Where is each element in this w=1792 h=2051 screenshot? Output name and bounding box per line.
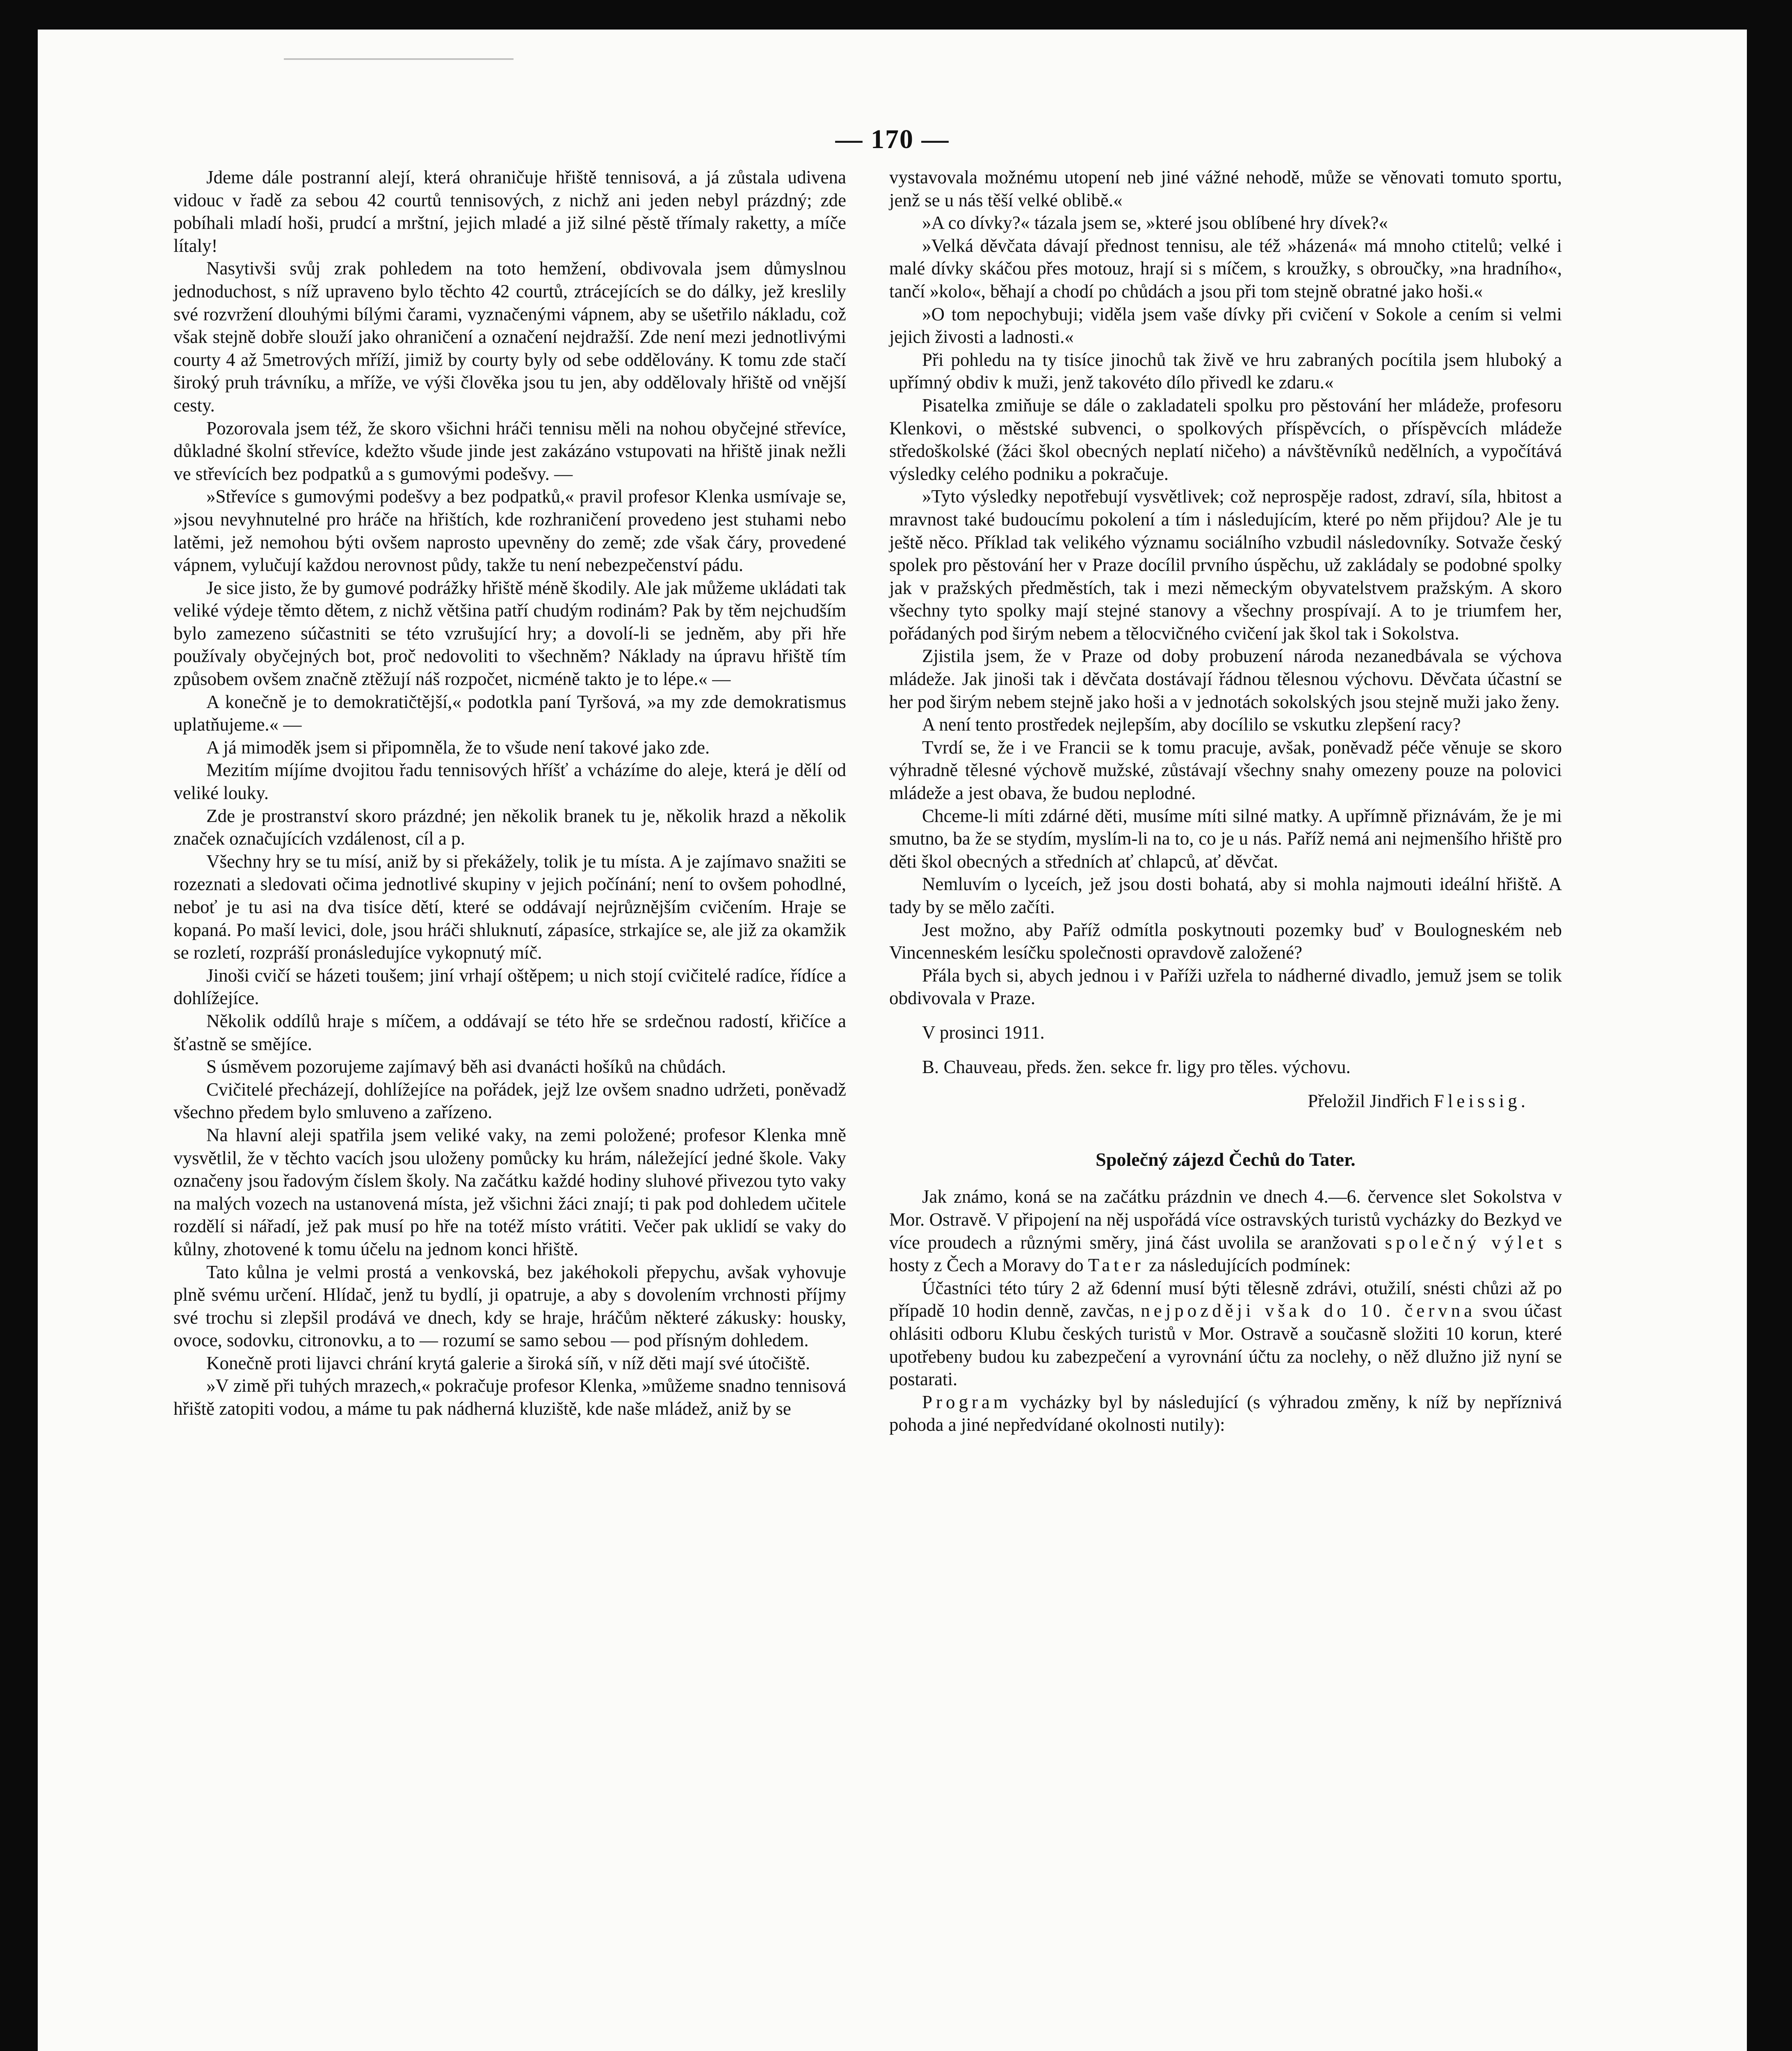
paragraph: Pisatelka zmiňuje se dále o zakladateli spolku pro pěstování her mládeže, profesoru Klenkovi, o městské subvenci, o spolkových příspěvcích, o příspěvcích mládeže středoškolské (žáci škol obecných neplatí ničeho) a návštěvníků nedělních, a vypočítává výsledky celého podniku a pokračuje. [889, 395, 1562, 484]
paragraph: Je sice jisto, že by gumové podrážky hřiště méně škodily. Ale jak můžeme ukládati tak veliké výdeje těmto dětem, z nichž většina patří chudým rodinám? Pak by těm nejchudším bylo zamezeno súčastniti se této vzrušující hry; a dovolí-li se jedněm, aby při hře používaly obyčejných bot, proč nedovoliti to všechněm? Náklady na úpravu hřiště tím způsobem ovšem značně ztěžují náš rozpočet, nicméně takto je to lépe.« — [173, 577, 846, 690]
scan-border-top [0, 0, 1792, 30]
paragraph: A konečně je to demokratičtější,« podotkla paní Tyršová, »a my zde demokratismus uplatňujeme.« — [173, 691, 846, 735]
paragraph [889, 1391, 1562, 1437]
text-run: Jak známo, koná se na začátku prázdnin ve dnech 4.—6. července slet Sokolstva v Mor. Ostravě. V připojení na něj uspořádá více ostravských turistů vycházky do Bezkyd ve více proudech a různými směry, jiná část uvolila se aranžovati [889, 1186, 1562, 1253]
paragraph: Všechny hry se tu mísí, aniž by si překážely, tolik je tu místa. A je zajímavo snažiti se rozeznati a sledovati očima jednotlivé skupiny v jejich počínání; není to ovšem pohodlné, neboť je tu asi na dva tisíce dětí, které se oddávají nejrůznějším cvičením. Hraje se kopaná. Po maší levici, dole, jsou hráči shluknutí, zápasíce, strkajíce se, ale již za okamžik se rozletí, rozpráší pronásledujíce vykopnutý míč. [173, 851, 846, 963]
paragraph: S úsměvem pozorujeme zajímavý běh asi dvanácti hošíků na chůdách. [206, 1056, 726, 1077]
paragraph: vystavovala možnému utopení neb jiné vážné nehodě, může se věnovati tomuto sportu, jenž se u nás těší velké oblibě.« [889, 167, 1562, 210]
paragraph: Cvičitelé přecházejí, dohlížejíce na pořádek, jejž lze ovšem snadno udržeti, poněvadž všechno předem bylo smluveno a zařízeno. [173, 1079, 846, 1123]
paragraph: Mezitím míjíme dvojitou řadu tennisových hříšť a vcházíme do aleje, která je dělí od veliké louky. [173, 760, 846, 804]
scan-border-left [0, 0, 38, 2051]
paragraph: A není tento prostředek nejlepším, aby docílilo se vskutku zlepšení racy? [922, 714, 1461, 735]
emphasized-text: společný výlet [1385, 1232, 1547, 1253]
text-run: s hosty z Čech a Moravy do [889, 1232, 1562, 1276]
letter-date: V prosinci 1911. [922, 1022, 1045, 1043]
paragraph: Jest možno, aby Paříž odmítla poskytnouti pozemky buď v Boulogneském neb Vincenneském lesíčku společnosti opravdově založené? [889, 919, 1562, 963]
paragraph: Na hlavní aleji spatřila jsem veliké vaky, na zemi položené; profesor Klenka mně vysvětlil, že v těchto vacích jsou uloženy pomůcky ku hrám, náležející jedné škole. Vaky označeny jsou řadovým číslem školy. Na začátku každé hodiny sluhové přivezou tyto vaky na malých vozech na ustanovená místa, jež všichni žáci znají; ti pak pod dohledem učitele rozdělí si nářadí, jež pak musí po hře na totéž místo vrátiti. Večer pak uklidí se vaky do kůlny, zhotovené k tomu účelu na jednom konci hřiště. [173, 1124, 846, 1259]
paragraph: »A co dívky?« tázala jsem se, »které jsou oblíbené hry dívek?« [922, 212, 1388, 233]
emphasized-text: Program [922, 1391, 1011, 1412]
paragraph: A já mimoděk jsem si připomněla, že to všude není takové jako zde. [206, 737, 710, 758]
text-run: Účastníci této túry 2 až 6denní musí býti tělesně zdrávi, otužilí, snésti chůzi až po případě 10 hodin denně, zavčas, [889, 1277, 1562, 1321]
paragraph: Konečně proti lijavci chrání krytá galerie a široká síň, v níž děti mají své útočiště. [206, 1352, 810, 1373]
paragraph: Při pohledu na ty tisíce jinochů tak živě ve hru zabraných pocítila jsem hluboký a upřímný obdiv k muži, jenž takovéto dílo přivedl ke zdaru.« [889, 349, 1562, 393]
paragraph: Tato kůlna je velmi prostá a venkovská, bez jakéhokoli přepychu, avšak vyhovuje plně svému určení. Hlídač, jenž tu bydlí, ji opatruje, a aby s dovolením vrchnosti příjmy své trochu si zlepšil prodává ve dnech, kdy se hraje, hráčům některé zákusky: housky, ovoce, sodovku, citronovku, a to — rozumí se samo sebou — pod přísným dohledem. [173, 1261, 846, 1351]
paragraph: Nemluvím o lyceích, jež jsou dosti bohatá, aby si mohla najmouti ideální hřiště. A tady by se mělo začíti. [889, 874, 1562, 917]
paragraph: Pozorovala jsem též, že skoro všichni hráči tennisu měli na nohou obyčejné střevíce, důkladné školní střevíce, kdežto všude jinde jest zakázáno vstupovati na hřiště jinak nežli ve střevících bez podpatků a s gumovými podešvy. — [173, 418, 846, 484]
paragraph: »O tom nepochybuji; viděla jsem vaše dívky při cvičení v Sokole a cením si velmi jejich živosti a ladnosti.« [889, 304, 1562, 347]
paragraph: Jdeme dále postranní alejí, která ohraničuje hřiště tennisová, a já zůstala udivena vidouc v řadě za sebou 42 courtů tennisových, z nichž ani jeden nebyl prázdný; zde pobíhali mladí hoši, prudcí a mrštní, jejich mladé a již silné pěstě třímaly raketty, a míče lítaly! [173, 167, 846, 256]
letter-signature: B. Chauveau, předs. žen. sekce fr. ligy pro těles. výchovu. [922, 1056, 1351, 1077]
paragraph: »Velká děvčata dávají přednost tennisu, ale též »házená« má mnoho ctitelů; velké i malé dívky skáčou přes motouz, hrají si s míčem, s kroužky, s obroučky, »na hradního«, tančí »kolo«, běhají a chodí po chůdách a jsou při tom stejně obratné jako hoši.« [889, 235, 1562, 301]
text-run: svou účast ohlásiti odboru Klubu českých turistů v Mor. Ostravě a současně složiti 10 korun, které upotřebeny budou ku zabezpečení a vyrovnání účtu za noclehy, o něž dlužno již nyní se postarati. [889, 1300, 1562, 1390]
paragraph: Tvrdí se, že i ve Francii se k tomu pracuje, avšak, poněvadž péče věnuje se skoro výhradně tělesné výchově mužské, zůstávají všechny snahy omezeny pouze na polovici mládeže a jest obava, že budou neplodné. [889, 737, 1562, 804]
paragraph: »V zimě při tuhých mrazech,« pokračuje profesor Klenka, »můžeme snadno tennisová hřiště zatopiti vodou, a máme tu pak nádherná kluziště, kde naše mládež, aniž by se [173, 1375, 846, 1419]
paragraph: Přála bych si, abych jednou i v Paříži uzřela to nádherné divadlo, jemuž jsem se tolik obdivovala v Praze. [889, 965, 1562, 1009]
scan-border-right [1747, 0, 1792, 2051]
paragraph [889, 1277, 1562, 1391]
paragraph: Několik oddílů hraje s míčem, a oddávají se této hře se srdečnou radostí, křičíce a šťastně se smějíce. [173, 1010, 846, 1054]
article-heading: Společný zájezd Čechů do Tater. [1096, 1149, 1356, 1170]
emphasized-text: nejpozději však do 10. června [1141, 1300, 1476, 1321]
text-run: vycházky byl by následující (s výhradou změny, k níž by nepříznivá pohoda a jiné nepředvídané okolnosti nutily): [889, 1391, 1562, 1435]
translator-credit [889, 1090, 1562, 1113]
emphasized-text: Tater [1088, 1255, 1144, 1276]
paragraph: »Tyto výsledky nepotřebují vysvětlivek; což neprospěje radost, zdraví, síla, hbitost a mravnost také budoucímu pokolení a tím i následujícím, které po něm přijdou? Ale je tu ještě něco. Příklad tak velikého významu sociálního vzbudil následovníky. Sotvaže český spolek pro pěstování her v Praze docílil prvního úspěchu, už zakládaly se podobné spolky jak v pražských předměstích, tak i mezi německým obyvatelstvem pražským. A skoro všechny tyto spolky mají stejné stanovy a všechny prospívají. A to je triumfem her, pořádaných pod širým nebem a tělocvičného cvičení jak škol tak i Sokolstva. [889, 486, 1562, 644]
scan-artifact [284, 58, 514, 85]
text-run: za následujících podmínek: [1148, 1255, 1351, 1276]
left-column [173, 166, 846, 1421]
paragraph: Zjistila jsem, že v Praze od doby probuzení národa nezanedbávala se výchova mládeže. Jak jinoši tak i děvčata dostávají řádnou tělesnou výchovu. Děvčata účastní se her pod širým nebem stejně jako hoši a v jednotách sokolských jsou stejně muži jako ženy. [889, 646, 1562, 712]
paragraph: Nasytivši svůj zrak pohledem na toto hemžení, obdivovala jsem důmyslnou jednoduchost, s níž upraveno bylo těchto 42 courtů, ztrácejících se do dálky, jež kreslily své rozvržení dlouhými bílými čarami, vyznačenými vápnem, aby se ušetřilo nákladu, což však stejně dobře slouží jako ohraničení a označení nejdražší. Zde není mezi jednotlivými courty 4 až 5metrových mříží, jimiž by courty byly od sebe oddělovány. K tomu zde stačí široký pruh trávníku, a mříže, ve výši člověka jsou tu jen, aby oddělovaly hřiště od vnější cesty. [173, 258, 846, 416]
paragraph: Jinoši cvičí se házeti toušem; jiní vrhají oštěpem; u nich stojí cvičitelé radíce, řídíce a dohlížejíce. [173, 965, 846, 1009]
paragraph [889, 1185, 1562, 1277]
paragraph: Chceme-li míti zdárné děti, musíme míti silné matky. A upřímně přiznávám, že je mi smutno, ba že se stydím, myslím-li na to, co je u nás. Paříž nemá ani nejmenšího hřiště pro děti škol obecných a středních ať chlapců, ať děvčat. [889, 805, 1562, 872]
paragraph: »Střevíce s gumovými podešvy a bez podpatků,« pravil profesor Klenka usmívaje se, »jsou nevyhnutelné pro hráče na hřištích, kde rozhraničení provedeno jest stuhami nebo latěmi, jež nemohou býti ovšem naprosto upevněny do země; zde však čáry, provedené vápnem, vylučují každou nerovnost půdy, takže tu není nebezpečenství pádu. [173, 486, 846, 576]
right-column [889, 166, 1562, 1437]
translator-name: Fleissig. [1434, 1091, 1529, 1112]
translator-prefix: Přeložil Jindřich [1308, 1091, 1429, 1112]
paragraph: Zde je prostranství skoro prázdné; jen několik branek tu je, několik hrazd a několik značek označujících vzdálenost, cíl a p. [173, 805, 846, 849]
page-number: — 170 — [835, 124, 950, 154]
